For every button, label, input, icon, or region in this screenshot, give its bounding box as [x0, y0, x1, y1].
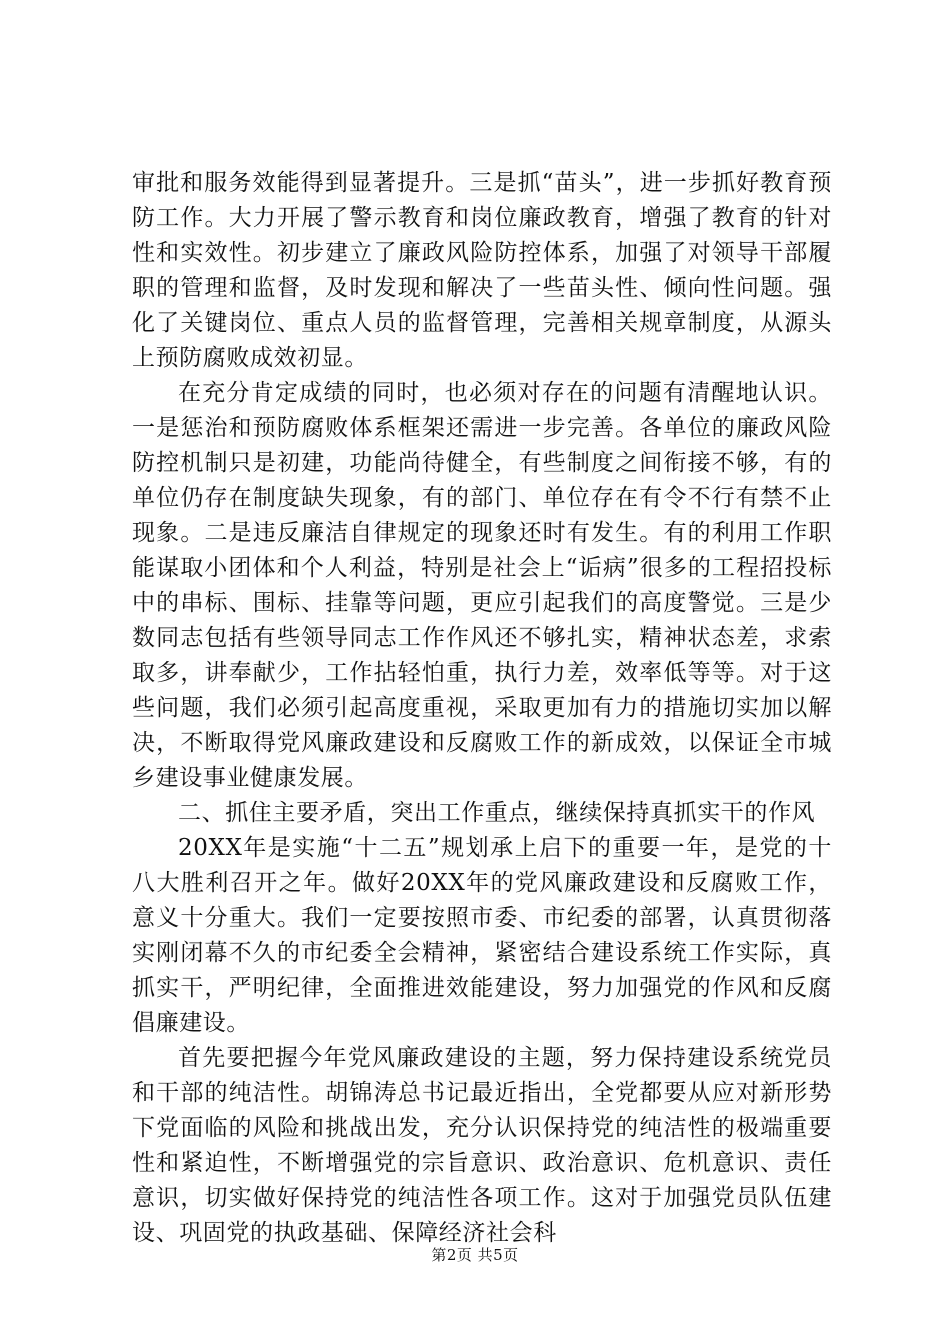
paragraph-theme: 首先要把握今年党风廉政建设的主题，努力保持建设系统党员和干部的纯洁性。胡锦涛总书记最近指出，全党都要从应对新形势下党面临的风险和挑战出发，充分认识保持党的纯洁性的极端重要性和紧迫性，不断增强党的宗旨意识、政治意识、危机意识、责任意识，切实做好保持党的纯洁性各项工作。这对于加强党员队伍建设、巩固党的执政基础、保障经济社会科	[132, 1045, 832, 1246]
paragraph-problems: 在充分肯定成绩的同时，也必须对存在的问题有清醒地认识。一是惩治和预防腐败体系框架还需进一步完善。各单位的廉政风险防控机制只是初建，功能尚待健全，有些制度之间衔接不够，有的单位仍存在制度缺失现象，有的部门、单位存在有令不行有禁不止现象。二是违反廉洁自律规定的现象还时有发生。有的利用工作职能谋取小团体和个人利益，特别是社会上“诟病”很多的工程招投标中的串标、围标、挂靠等问题，更应引起我们的高度警觉。三是少数同志包括有些领导同志工作作风还不够扎实，精神状态差，求索取多，讲奉献少，工作拈轻怕重，执行力差，效率低等等。对于这些问题，我们必须引起高度重视，采取更加有力的措施切实加以解决，不断取得党风廉政建设和反腐败工作的新成效，以保证全市城乡建设事业健康发展。	[132, 380, 832, 791]
paragraph-year-plan: 20XX年是实施“十二五”规划承上启下的重要一年，是党的十八大胜利召开之年。做好20XX年的党风廉政建设和反腐败工作，意义十分重大。我们一定要按照市委、市纪委的部署，认真贯彻落实刚闭幕不久的市纪委全会精神，紧密结合建设系统工作实际，真抓实干，严明纪律，全面推进效能建设，努力加强党的作风和反腐倡廉建设。	[132, 835, 832, 1036]
page-footer: 第2页 共5页	[431, 1246, 519, 1264]
paragraph-continuation: 审批和服务效能得到显著提升。三是抓“苗头”，进一步抓好教育预防工作。大力开展了警示教育和岗位廉政教育，增强了教育的针对性和实效性。初步建立了廉政风险防控体系，加强了对领导干部履职的管理和监督，及时发现和解决了一些苗头性、倾向性问题。强化了关键岗位、重点人员的监督管理，完善相关规章制度，从源头上预防腐败成效初显。	[132, 170, 832, 371]
document-body	[132, 166, 832, 1251]
section-heading: 二、抓住主要矛盾，突出工作重点，继续保持真抓实干的作风	[178, 800, 816, 826]
